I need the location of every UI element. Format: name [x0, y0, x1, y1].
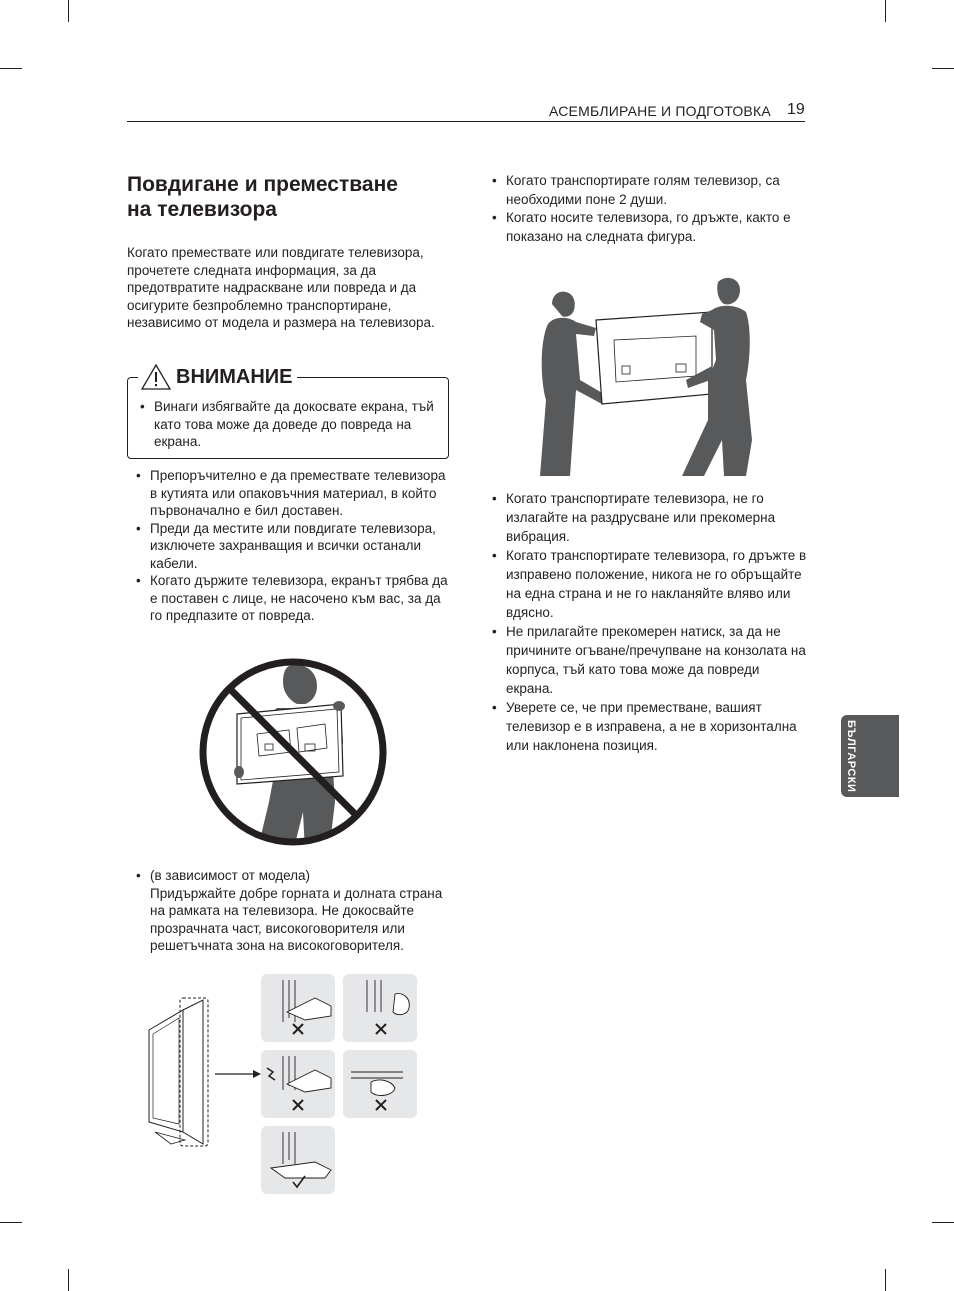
- list-item: • Когато транспортирате телевизора, не го излагайте на раздрусване или прекомерна вибрация.: [492, 489, 810, 546]
- left-person: [540, 292, 604, 476]
- crop-mark: [0, 1222, 22, 1223]
- crop-mark: [932, 68, 954, 69]
- list-item: • Уверете се, че при преместване, вашият телевизор е в изправена, а не в хоризонтална или наклонена позиция.: [492, 698, 810, 755]
- crop-mark: [68, 0, 69, 22]
- grip-example-wrong: [343, 1050, 417, 1118]
- warning-triangle-icon: [140, 363, 172, 391]
- prohibited-carry-illustration: [193, 652, 393, 852]
- heading-line: Повдигане и преместване: [127, 173, 398, 196]
- page-number: 19: [787, 101, 805, 118]
- caution-list: [140, 398, 440, 451]
- heading-line: на телевизора: [127, 198, 277, 221]
- list-item: • Когато държите телевизора, екранът трябва да е поставен с лице, не насочено към вас, за да го предпазите от повреда.: [136, 572, 454, 625]
- crop-mark: [932, 1222, 954, 1223]
- language-tab-text: БЪЛГАРСКИ: [845, 719, 857, 793]
- tv-side-view: [149, 998, 208, 1146]
- crop-mark: [68, 1269, 69, 1291]
- list-item: • Преди да местите или повдигате телевизора, изключете захранващия и всички останали кабели.: [136, 520, 454, 573]
- caution-title: [138, 363, 297, 391]
- frame-grip-illustration: [145, 972, 445, 1198]
- right-person: [682, 278, 752, 476]
- list-item: • Винаги избягвайте да докосвате екрана, тъй като това може да доведе до повреда на екрана.: [140, 398, 440, 451]
- arrow-icon: [253, 1070, 261, 1078]
- right-top-bullet-list: [492, 172, 810, 246]
- grip-example-wrong: [343, 974, 417, 1042]
- tv-back: [596, 312, 712, 404]
- list-item: • Не прилагайте прекомерен натиск, за да не причините огъване/пречупване на конзолата на корпуса, тъй като това може да повреди екрана.: [492, 622, 810, 698]
- intro-paragraph: Когато премествате или повдигате телевизора, прочетете следната информация, за да предотвратите надраскване или повреда и да осигурите безпроблемно транспортиране, независимо от модела и размера на телевизора.: [127, 245, 435, 330]
- section-title: АСЕМБЛИРАНЕ И ПОДГОТОВКА: [549, 103, 771, 119]
- grip-example-correct: [261, 1126, 335, 1194]
- caution-label: ВНИМАНИЕ: [176, 365, 293, 388]
- list-item: • Препоръчително е да премествате телевизора в кутията или опаковъчния материал, в който първоначално е бил доставен.: [136, 467, 454, 520]
- list-item: • Когато транспортирате голям телевизор, са необходими поне 2 души.: [492, 172, 810, 209]
- person-holding-tv: [234, 665, 345, 852]
- page-heading: [127, 172, 457, 222]
- crop-mark: [0, 68, 22, 69]
- header-divider: [127, 121, 805, 122]
- grip-example-wrong: [261, 974, 335, 1042]
- crop-mark: [885, 0, 886, 22]
- language-tab-label: [841, 715, 861, 797]
- list-item: [136, 867, 454, 955]
- grip-example-wrong: [261, 1050, 335, 1118]
- model-note-title: • (в зависимост от модела): [150, 868, 311, 883]
- model-note-body: Придържайте добре горната и долната страна на рамката на телевизора. Не докосвайте прозрачната част, високоговорителя или решетъчната зона на високоговорителя.: [150, 885, 443, 953]
- right-bullet-list: [492, 489, 810, 755]
- two-person-carry-illustration: [536, 270, 756, 476]
- model-note-list: [136, 867, 454, 955]
- list-item: • Когато транспортирате телевизора, го дръжте в изправено положение, никога не го обръщайте на една страна и не го накланяйте вляво или вдясно.: [492, 546, 810, 622]
- crop-mark: [885, 1269, 886, 1291]
- list-item: • Когато носите телевизора, го дръжте, както е показано на следната фигура.: [492, 209, 810, 246]
- left-bullet-list: [136, 467, 454, 625]
